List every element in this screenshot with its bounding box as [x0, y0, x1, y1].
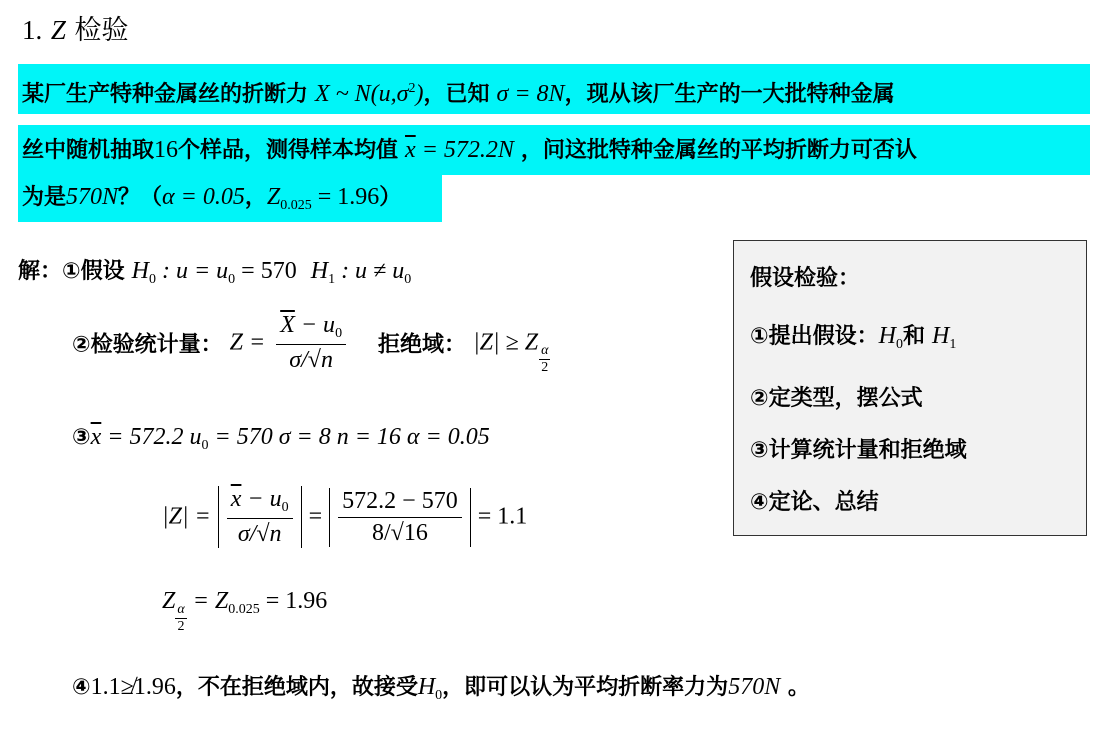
problem-text: 丝中随机抽取: [22, 138, 155, 163]
conclusion-value: 570N: [728, 674, 781, 700]
subscript: 1: [328, 272, 336, 287]
problem-text: ？（: [118, 185, 163, 210]
h1-symbol: H: [310, 258, 329, 284]
subscript-denominator: 2: [541, 360, 549, 375]
problem-text: ，问这批特种金属丝的平均折断力可否认: [520, 138, 917, 163]
problem-text: 个样品，测得样本均值: [178, 138, 399, 163]
subscript: 0: [404, 272, 412, 287]
conclusion-text: ，不在拒绝域内，故接受: [175, 675, 418, 700]
z-subscript: 0.025: [280, 198, 312, 213]
x-bar-symbol: $\overline{x}$: [90, 424, 102, 450]
summary-item-1: [750, 319, 956, 353]
summary-heading: 假设检验：: [750, 266, 861, 291]
z-critical-value: = 1.96: [311, 184, 380, 210]
equals-sign: =: [308, 503, 323, 530]
abs-z-equals: |Z| =: [162, 503, 211, 530]
h1-formula: : u ≠ u: [335, 258, 405, 284]
step-label: ④: [72, 675, 91, 700]
step-3: [72, 424, 490, 454]
problem-line-1: [18, 64, 1090, 114]
summary-item-3: ③计算统计量和拒绝域: [750, 438, 967, 463]
subscript: 0: [148, 272, 156, 287]
section-number: 1.: [22, 15, 43, 45]
fraction-1: [227, 486, 293, 548]
subscript-numerator: α: [177, 602, 185, 617]
subscript-numerator: α: [541, 343, 549, 358]
step-label: ②检验统计量：: [72, 332, 223, 358]
h0-symbol: H: [878, 323, 896, 349]
section-symbol: Z: [50, 15, 66, 45]
comparison: 1.1≱1.96: [90, 674, 176, 700]
absolute-value-1: [218, 486, 302, 548]
known-values: = 572.2 u: [101, 424, 202, 450]
problem-text: 为是: [22, 185, 67, 210]
numerator-text: − u: [294, 312, 336, 338]
alpha-half-subscript: [539, 343, 550, 376]
x-bar-symbol: $\overline{x}$: [230, 486, 242, 512]
alpha-value: α = 0.05: [162, 184, 245, 210]
subscript-denominator: 2: [177, 619, 185, 634]
problem-line-3: [18, 172, 442, 222]
test-statistic-fraction: [276, 312, 346, 374]
subscript: 1: [949, 337, 957, 352]
step-label: ③: [72, 425, 91, 450]
h1-symbol: H: [932, 323, 950, 349]
z-equals: Z =: [229, 329, 266, 356]
z-critical-value: = 1.96: [259, 588, 328, 614]
step-1: [18, 254, 411, 288]
section-title: [22, 8, 128, 47]
summary-item-2: ②定类型，摆公式: [750, 386, 923, 411]
rejection-region-label: 拒绝域：: [378, 332, 467, 358]
summary-item-4: ④定论、总结: [750, 490, 879, 515]
problem-text: ，: [244, 185, 267, 210]
absolute-value-2: [329, 488, 471, 547]
distribution-close: ): [415, 81, 424, 107]
step-2: [72, 312, 550, 376]
z-calculation: [162, 486, 527, 548]
fraction-2: [338, 488, 462, 547]
item-text: ①提出假设：: [750, 324, 879, 349]
h0-formula: : u = u: [155, 258, 229, 284]
denominator-text: σ/√n: [237, 521, 282, 547]
conclusion-end: 。: [780, 675, 810, 700]
sample-mean-symbol: $\overline{x}$: [405, 137, 416, 163]
rejection-region-formula: |Z| ≥ Z: [473, 329, 539, 356]
z-result: = 1.1: [477, 503, 528, 530]
subscript: 0: [281, 500, 289, 515]
h0-value: = 570: [235, 258, 297, 284]
section-text: 检验: [74, 15, 129, 46]
subscript: 0.025: [228, 602, 260, 617]
subscript: 0: [335, 326, 343, 341]
z-symbol: Z: [162, 588, 176, 614]
step-label: 解：①假设: [18, 259, 125, 284]
alpha-half-subscript: [175, 602, 186, 635]
distribution-formula: X ~ N(u,σ: [315, 81, 409, 107]
conclusion-text: ，即可以认为平均折断率力为: [442, 675, 729, 700]
superscript: 2: [408, 81, 416, 96]
x-bar-symbol: $\overline{X}$: [280, 312, 295, 338]
known-values-rest: = 570 σ = 8 n = 16 α = 0.05: [208, 424, 490, 450]
problem-text: 某厂生产特种金属丝的折断力: [22, 82, 309, 107]
z-equals: = Z: [186, 588, 229, 614]
step-4: [72, 670, 810, 704]
denominator-value: 8/√16: [372, 519, 428, 546]
subscript: 0: [895, 337, 903, 352]
numerator-value: 572.2 − 570: [342, 487, 458, 514]
subscript: 0: [201, 438, 209, 453]
problem-text: ，现从该厂生产的一大批特种金属: [564, 82, 895, 107]
z-symbol: Z: [266, 184, 281, 210]
z-critical: [162, 588, 327, 635]
item-text: 和: [902, 324, 925, 349]
subscript: 0: [435, 688, 443, 703]
denominator-text: σ/√n: [289, 347, 333, 373]
h0-symbol: H: [417, 674, 436, 700]
hypothesis-value: 570N: [66, 184, 119, 210]
sigma-value: σ = 8N: [496, 81, 565, 107]
subscript: 0: [228, 272, 236, 287]
numerator-text: − u: [241, 486, 282, 512]
sample-mean-value: = 572.2N: [415, 137, 514, 163]
sample-size: 16: [154, 137, 179, 163]
problem-line-2: [18, 125, 1090, 175]
problem-text: ，已知: [423, 82, 490, 107]
h0-symbol: H: [131, 258, 149, 284]
problem-text: ）: [379, 185, 402, 210]
summary-box: [733, 240, 1087, 536]
